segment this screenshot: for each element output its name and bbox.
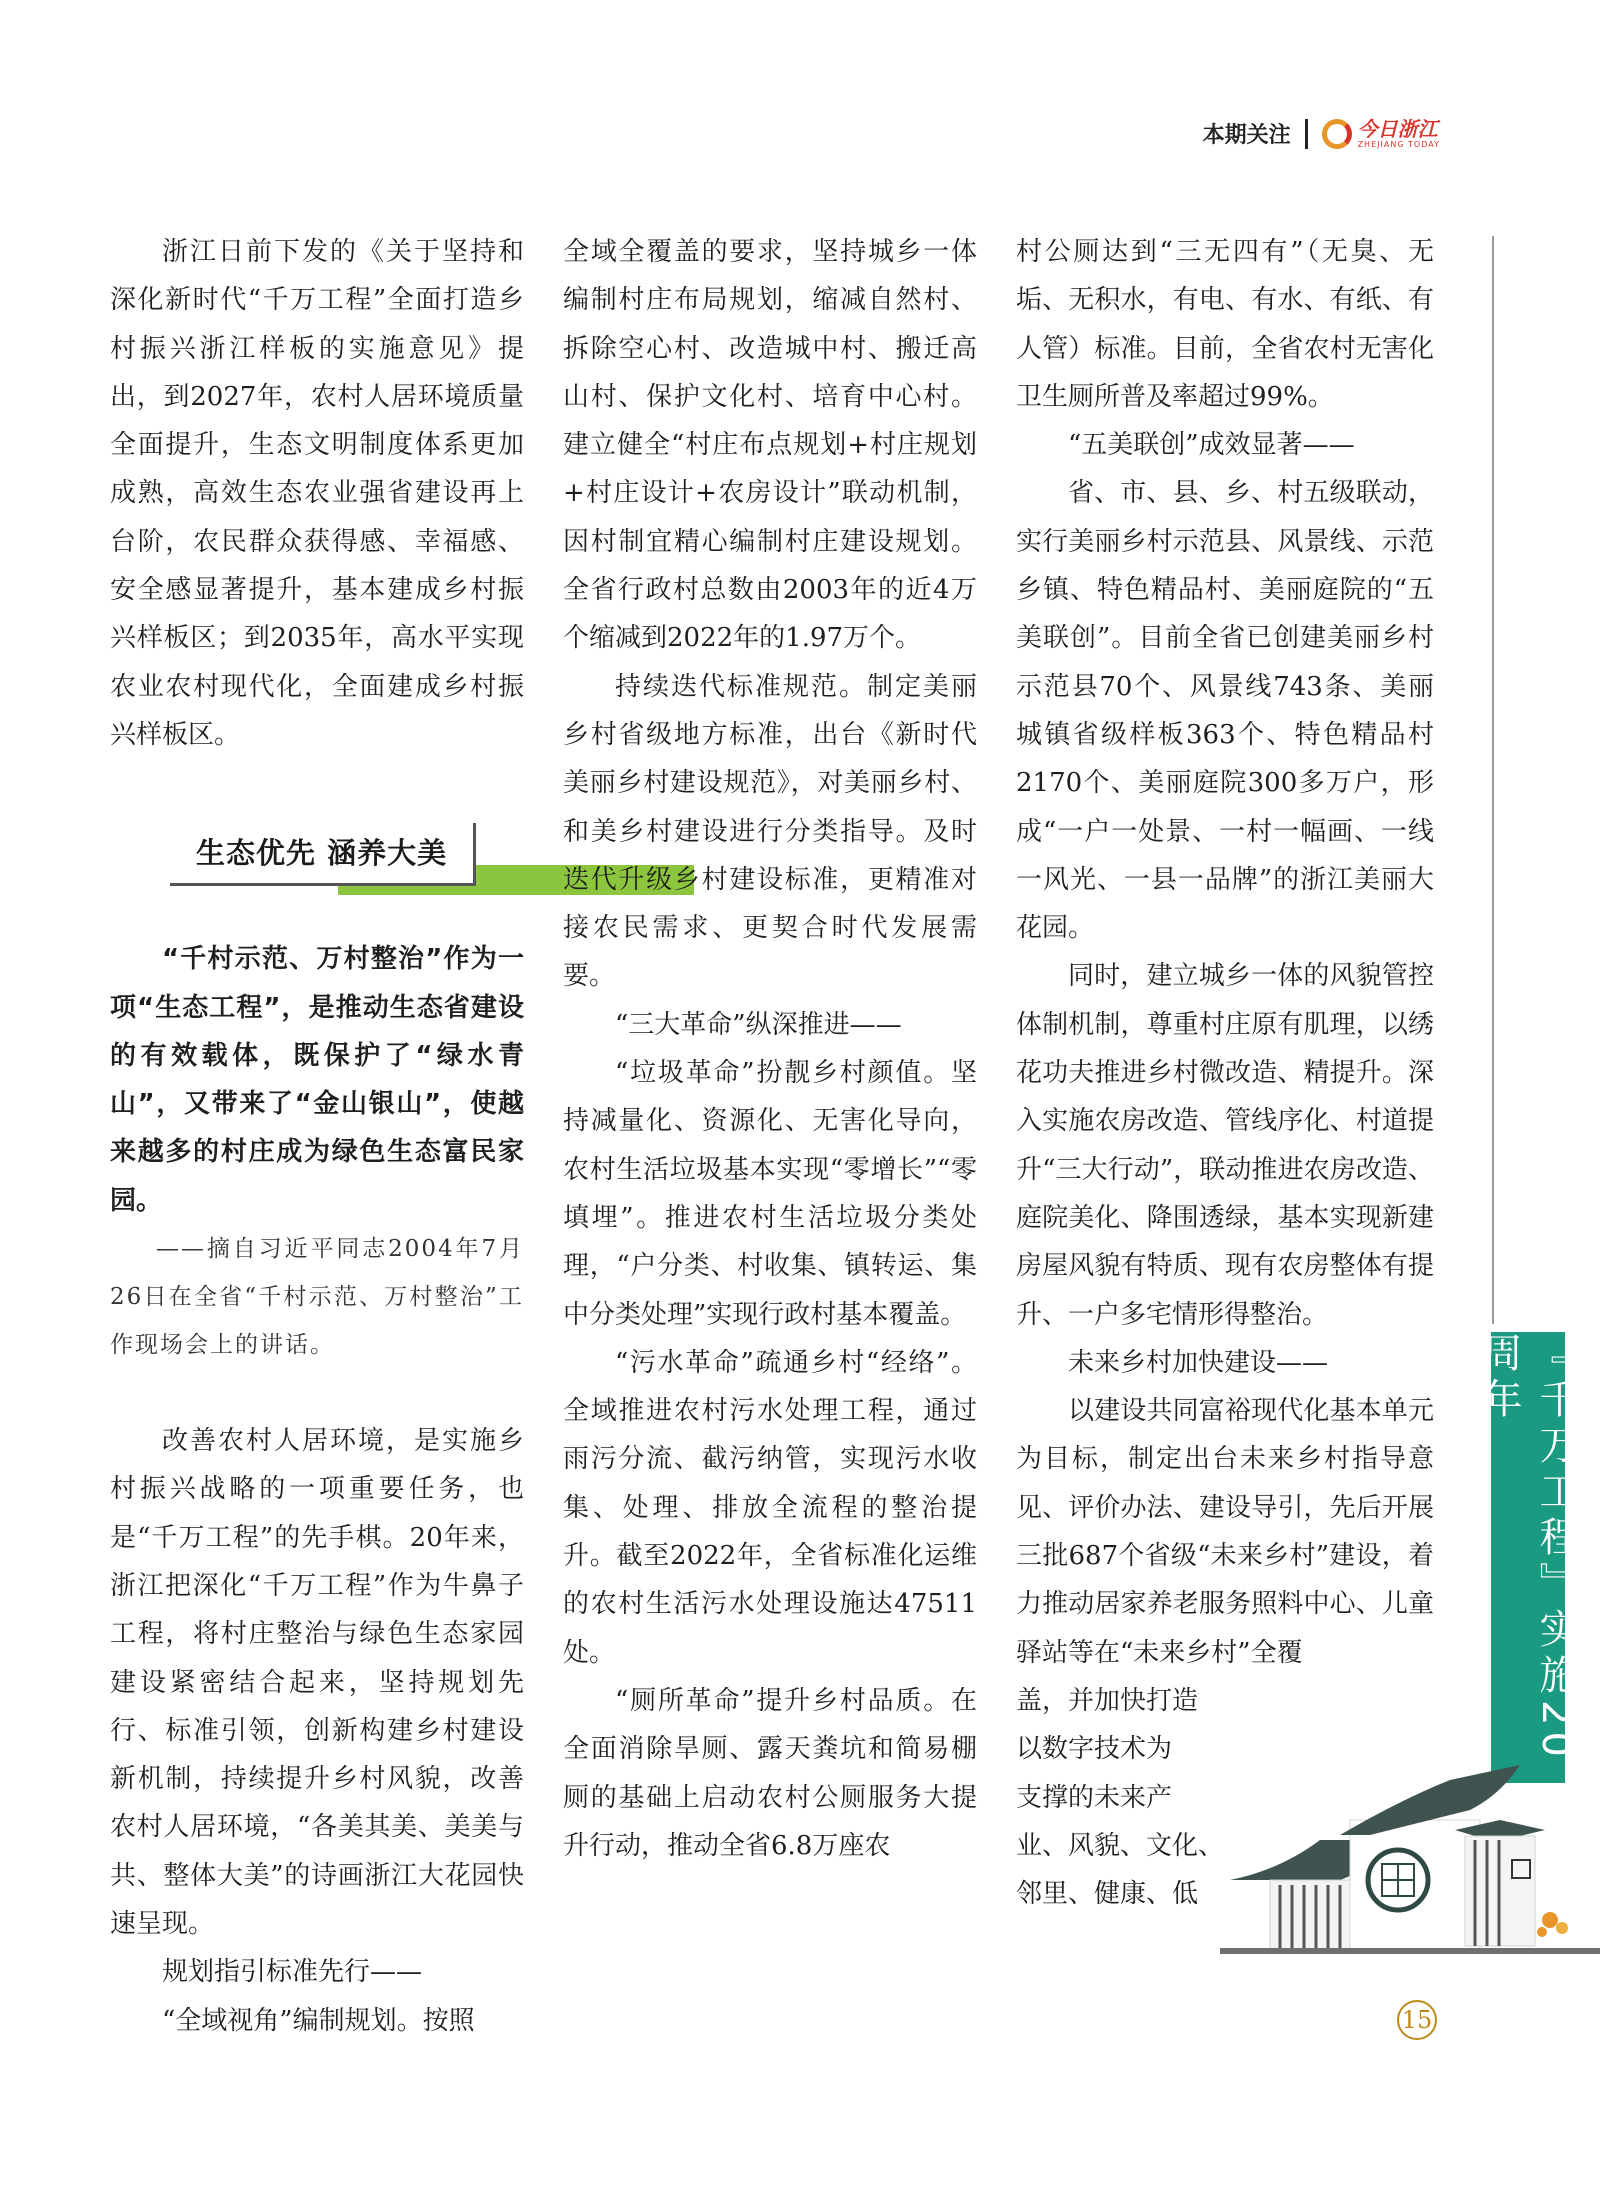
body-paragraph: “厕所革命”提升乡村品质。在全面消除旱厕、露天粪坑和简易棚厕的基础上启动农村公厕服务大提升行动，推动全省6.8万座农 bbox=[563, 1685, 977, 1861]
side-tab bbox=[1476, 1332, 1579, 1783]
body-paragraph: “污水革命”疏通乡村“经络”。全域推进农村污水处理工程，通过雨污分流、截污纳管，实现污水收集、处理、排放全流程的整治提升。截至2022年，全省标准化运维的农村生活污水处理设施达47511处。 bbox=[563, 1347, 977, 1668]
page-number: 15 bbox=[1397, 2000, 1437, 2040]
header-divider bbox=[1305, 119, 1308, 149]
subheading: “五美联创”成效显著—— bbox=[1068, 430, 1355, 461]
vertical-rule bbox=[1492, 236, 1494, 1324]
section-heading bbox=[170, 823, 590, 895]
subheading: 规划指引标准先行—— bbox=[162, 1957, 423, 1988]
text-line: 以数字技术为 bbox=[1016, 1734, 1173, 1765]
body-paragraph: 改善农村人居环境，是实施乡村振兴战略的一项重要任务，也是“千万工程”的先手棋。20年来，浙江把深化“千万工程”作为牛鼻子工程，将村庄整治与绿色生态家园建设紧密结合起来，坚持规划先行、标准引领，创新构建乡村建设新机制，持续提升乡村风貌，改善农村人居环境，“各美其美、美美与共、整体大美”的诗画浙江大花园快速呈现。 bbox=[110, 1426, 524, 1940]
side-tab-text: 『千万工程』实施20周年 bbox=[1476, 1332, 1579, 1763]
logo-subtitle: ZHEJIANG TODAY bbox=[1357, 139, 1440, 149]
column-3 bbox=[1016, 228, 1434, 1918]
column-1 bbox=[110, 228, 524, 2045]
body-paragraph: “全域视角”编制规划。按照 bbox=[162, 2005, 475, 2036]
magazine-logo bbox=[1322, 116, 1440, 149]
section-label: 本期关注 bbox=[1202, 123, 1291, 148]
intro-paragraph: 浙江日前下发的《关于坚持和深化新时代“千万工程”全面打造乡村振兴浙江样板的实施意见》提出，到2027年，农村人居环境质量全面提升，生态文明制度体系更加成熟，高效生态农业强省建设再上台阶，农民群众获得感、幸福感、安全感显著提升，基本建成乡村振兴样板区；到2035年，高水平实现农业农村现代化，全面建成乡村振兴样板区。 bbox=[110, 237, 524, 750]
page-header bbox=[1203, 118, 1440, 149]
body-paragraph: 省、市、县、乡、村五级联动，实行美丽乡村示范县、风景线、示范乡镇、特色精品村、美丽庭院的“五美联创”。目前全省已创建美丽乡村示范县70个、风景线743条、美丽城镇省级样板363个、特色精品村2170个、美丽庭院300多万户，形成“一户一处景、一村一幅画、一线一风光、一县一品牌”的浙江美丽大花园。 bbox=[1016, 478, 1434, 944]
quote-source: ——摘自习近平同志2004年7月26日在全省“千村示范、万村整治”工作现场会上的讲话。 bbox=[110, 1236, 524, 1359]
section-title: 生态优先 涵养大美 bbox=[170, 823, 476, 886]
text-line: 盖，并加快打造 bbox=[1016, 1685, 1199, 1716]
body-paragraph: “垃圾革命”扮靓乡村颜值。坚持减量化、资源化、无害化导向，农村生活垃圾基本实现“零增长”“零填埋”。推进农村生活垃圾分类处理，“户分类、村收集、镇转运、集中分类处理”实现行政村基本覆盖。 bbox=[563, 1058, 977, 1330]
body-paragraph: 以建设共同富裕现代化基本单元为目标，制定出台未来乡村指导意见、评价办法、建设导引，先后开展三批687个省级“未来乡村”建设，着力推动居家养老服务照料中心、儿童驿站等在“未来乡村”全覆 bbox=[1016, 1396, 1434, 1668]
text-line: 业、风貌、文化、 bbox=[1016, 1830, 1225, 1861]
village-house-illustration bbox=[1220, 1720, 1600, 1970]
logo-title: 今日浙江 bbox=[1357, 116, 1438, 141]
subheading: 未来乡村加快建设—— bbox=[1068, 1347, 1329, 1378]
body-paragraph: 同时，建立城乡一体的风貌管控体制机制，尊重村庄原有肌理，以绣花功夫推进乡村微改造、精提升。深入实施农房改造、管线序化、村道提升“三大行动”，联动推进农房改造、庭院美化、降围透绿，基本实现新建房屋风貌有特质、现有农房整体有提升、一户多宅情形得整治。 bbox=[1016, 961, 1434, 1330]
logo-swirl-icon bbox=[1322, 119, 1352, 149]
column-2 bbox=[563, 228, 977, 1870]
subheading: “三大革命”纵深推进—— bbox=[615, 1009, 902, 1040]
body-paragraph: 全域全覆盖的要求，坚持城乡一体编制村庄布局规划，缩减自然村、拆除空心村、改造城中村、搬迁高山村、保护文化村、培育中心村。建立健全“村庄布点规划+村庄规划+村庄设计+农房设计”联动机制，因村制宜精心编制村庄建设规划。全省行政村总数由2003年的近4万个缩减到2022年的1.97万个。 bbox=[563, 237, 977, 654]
quote-text: “千村示范、万村整治”作为一项“生态工程”，是推动生态省建设的有效载体，既保护了“绿水青山”，又带来了“金山银山”，使越来越多的村庄成为绿色生态富民家园。 bbox=[110, 944, 524, 1216]
text-line: 邻里、健康、低 bbox=[1016, 1879, 1199, 1910]
body-paragraph: 持续迭代标准规范。制定美丽乡村省级地方标准，出台《新时代美丽乡村建设规范》，对美丽乡村、和美乡村建设进行分类指导。及时迭代升级乡村建设标准，更精准对接农民需求、更契合时代发展需要。 bbox=[563, 671, 977, 992]
body-paragraph: 村公厕达到“三无四有”（无臭、无垢、无积水，有电、有水、有纸、有人管）标准。目前，全省农村无害化卫生厕所普及率超过99%。 bbox=[1016, 237, 1434, 412]
text-line: 支撑的未来产 bbox=[1016, 1782, 1173, 1813]
